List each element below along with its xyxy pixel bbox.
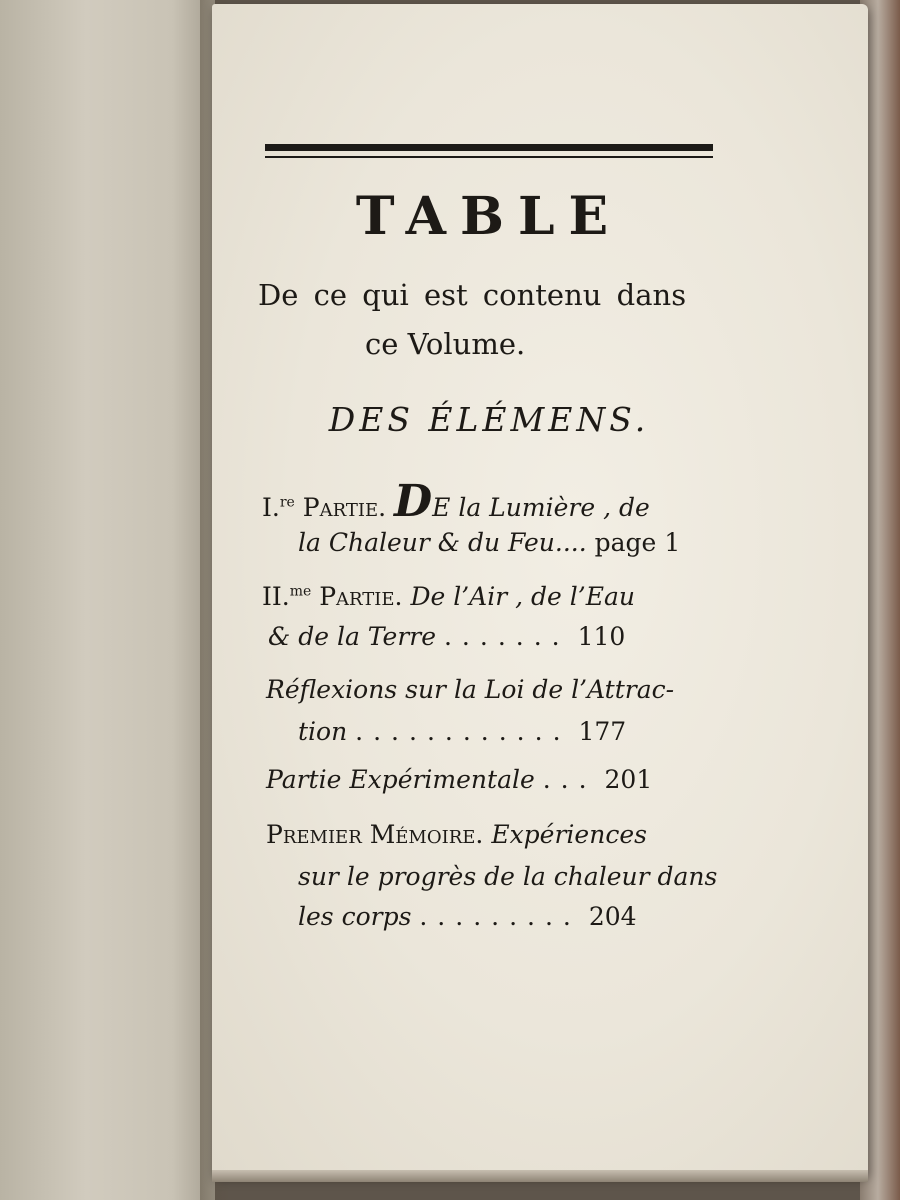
toc-entry-1-text-1: E la Lumière , de <box>432 493 650 522</box>
toc-entry-1-label-sup: re <box>279 494 295 511</box>
toc-entry-3-text-2: tion <box>298 717 348 746</box>
toc-entry-4-text-1: Partie Expérimentale <box>266 765 535 794</box>
left-page <box>0 0 215 1200</box>
header-rule-thick <box>265 144 713 151</box>
subtitle-line-1: De ce qui est contenu dans <box>258 278 687 312</box>
toc-entry-5-text-3: les corps <box>298 902 412 931</box>
toc-entry-5-dots: ......... <box>419 902 581 931</box>
toc-entry-1-line-1 <box>262 476 650 527</box>
toc-entry-1-label-word: Partie. <box>302 493 387 522</box>
toc-entry-1-text-2: la Chaleur & du Feu.... <box>298 528 587 557</box>
toc-entry-2-dots: ....... <box>443 622 570 651</box>
toc-entry-3-line-1: Réflexions sur la Loi de l’Attrac- <box>266 675 675 704</box>
toc-entry-1-page: 1 <box>664 528 681 557</box>
page-title: TABLE <box>355 186 623 247</box>
toc-entry-5-line-2: sur le progrès de la chaleur dans <box>298 862 718 891</box>
toc-entry-3-dots: ............ <box>355 717 571 746</box>
toc-entry-5-line-1 <box>266 820 647 849</box>
toc-entry-2-text-1: De l’Air , de l’Eau <box>410 582 635 611</box>
header-rule-thin <box>265 156 713 158</box>
toc-entry-2-line-1 <box>262 582 635 611</box>
section-heading: DES ÉLÉMENS. <box>328 400 650 439</box>
toc-entry-2-label-sup: me <box>289 583 312 600</box>
toc-entry-3-page: 177 <box>578 717 627 746</box>
toc-entry-2-label: II. <box>262 582 290 611</box>
toc-entry-4-page: 201 <box>604 765 653 794</box>
toc-entry-5-label-word: Premier Mémoire. <box>266 820 484 849</box>
toc-entry-1-page-prefix: page <box>594 528 657 557</box>
toc-entry-2-page: 110 <box>577 622 626 651</box>
toc-entry-1-line-2 <box>298 528 680 557</box>
toc-entry-3-line-2 <box>298 717 626 746</box>
toc-entry-2-text-2: & de la Terre <box>268 622 437 651</box>
toc-entry-5-page: 204 <box>588 902 637 931</box>
toc-entry-2-label-word: Partie. <box>319 582 403 611</box>
toc-entry-1-dropcap: D <box>393 476 433 527</box>
subtitle-line-2: ce Volume. <box>365 327 526 361</box>
toc-entry-1-label: I. <box>262 493 280 522</box>
toc-entry-5-text-1: Expériences <box>491 820 647 849</box>
toc-entry-4-dots: ... <box>542 765 597 794</box>
toc-entry-5-line-3 <box>298 902 637 931</box>
toc-entry-2-line-2 <box>268 622 625 651</box>
page-edge <box>212 1170 868 1182</box>
toc-entry-4-line-1 <box>266 765 652 794</box>
